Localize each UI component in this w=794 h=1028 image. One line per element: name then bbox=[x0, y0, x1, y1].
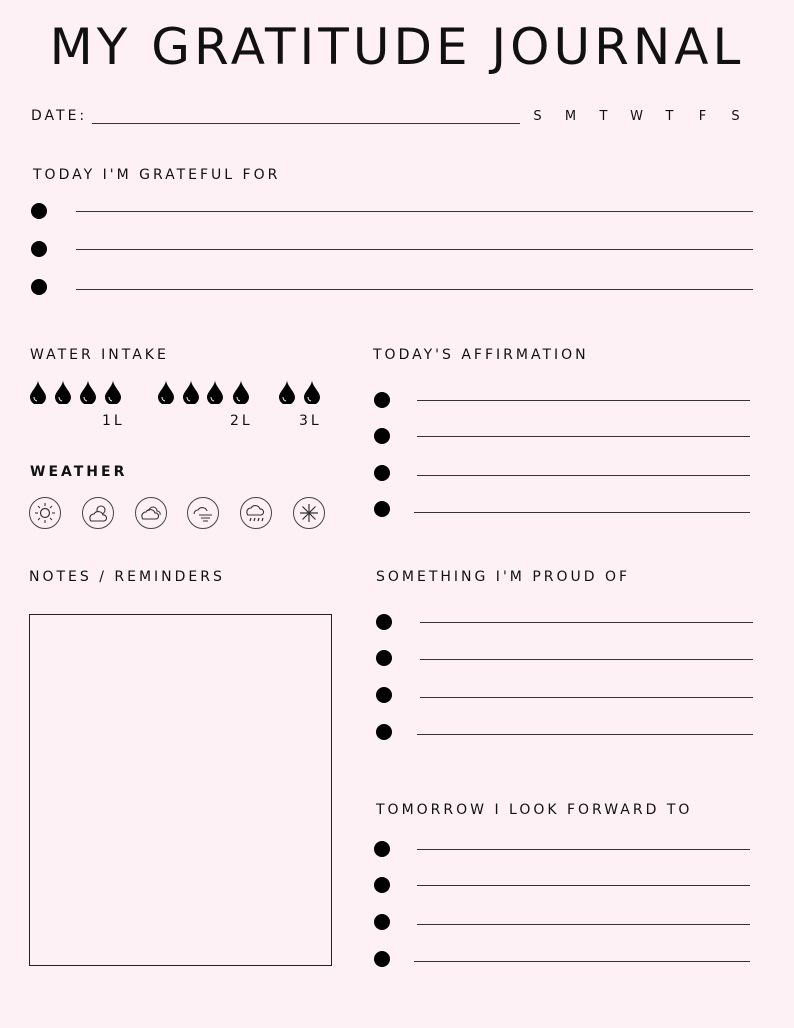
weekday-mon[interactable]: M bbox=[564, 109, 577, 124]
bullet-dot bbox=[374, 841, 390, 857]
weekday-sat[interactable]: S bbox=[731, 109, 740, 124]
grateful-line-2[interactable] bbox=[76, 249, 753, 250]
weekday-tue[interactable]: T bbox=[599, 109, 608, 124]
proud-line-4[interactable] bbox=[417, 734, 753, 735]
water-mark-3l: 3L bbox=[299, 413, 322, 429]
water-heading: WATER INTAKE bbox=[30, 347, 169, 363]
proud-heading: SOMETHING I'M PROUD OF bbox=[376, 569, 631, 585]
water-drop-icon[interactable] bbox=[30, 380, 46, 404]
tomorrow-line-2[interactable] bbox=[417, 885, 750, 886]
page-title: MY GRATITUDE JOURNAL bbox=[49, 18, 745, 76]
proud-line-3[interactable] bbox=[420, 697, 753, 698]
water-drop-icon[interactable] bbox=[304, 380, 320, 404]
affirmation-line-4[interactable] bbox=[414, 512, 750, 513]
weather-heading: WEATHER bbox=[30, 464, 128, 480]
weekday-sun[interactable]: S bbox=[533, 109, 542, 124]
bullet-dot bbox=[374, 877, 390, 893]
notes-heading: NOTES / REMINDERS bbox=[29, 569, 225, 585]
bullet-dot bbox=[374, 951, 390, 967]
bullet-dot bbox=[374, 914, 390, 930]
cloudy-icon[interactable] bbox=[135, 497, 167, 529]
water-drop-icon[interactable] bbox=[55, 380, 71, 404]
water-drop-icon[interactable] bbox=[207, 380, 223, 404]
sun-icon[interactable] bbox=[29, 497, 61, 529]
bullet-dot bbox=[374, 392, 390, 408]
date-field[interactable] bbox=[92, 123, 520, 124]
water-drop-icon[interactable] bbox=[183, 380, 199, 404]
bullet-dot bbox=[31, 279, 47, 295]
snow-icon[interactable] bbox=[293, 497, 325, 529]
water-drop-icon[interactable] bbox=[279, 380, 295, 404]
weekday-selector bbox=[521, 109, 752, 124]
bullet-dot bbox=[374, 428, 390, 444]
weekday-thu[interactable]: T bbox=[665, 109, 674, 124]
grateful-line-1[interactable] bbox=[76, 211, 753, 212]
windy-icon[interactable] bbox=[187, 497, 219, 529]
affirmation-line-2[interactable] bbox=[417, 436, 750, 437]
bullet-dot bbox=[376, 687, 392, 703]
water-mark-1l: 1L bbox=[102, 413, 125, 429]
weekday-wed[interactable]: W bbox=[630, 109, 643, 124]
affirmation-line-1[interactable] bbox=[417, 400, 750, 401]
bullet-dot bbox=[376, 724, 392, 740]
water-drop-icon[interactable] bbox=[233, 380, 249, 404]
tomorrow-line-3[interactable] bbox=[417, 924, 750, 925]
grateful-line-3[interactable] bbox=[76, 289, 753, 290]
tomorrow-line-4[interactable] bbox=[414, 961, 750, 962]
weekday-fri[interactable]: F bbox=[698, 109, 707, 124]
tomorrow-heading: TOMORROW I LOOK FORWARD TO bbox=[376, 802, 693, 818]
bullet-dot bbox=[374, 465, 390, 481]
bullet-dot bbox=[376, 614, 392, 630]
bullet-dot bbox=[374, 501, 390, 517]
water-drop-icon[interactable] bbox=[105, 380, 121, 404]
rain-icon[interactable] bbox=[240, 497, 272, 529]
grateful-heading: TODAY I'M GRATEFUL FOR bbox=[33, 167, 281, 183]
water-mark-2l: 2L bbox=[230, 413, 253, 429]
proud-line-1[interactable] bbox=[420, 622, 753, 623]
affirmation-heading: TODAY'S AFFIRMATION bbox=[373, 347, 589, 363]
date-label: DATE: bbox=[31, 108, 88, 124]
bullet-dot bbox=[376, 650, 392, 666]
partly-cloudy-icon[interactable] bbox=[82, 497, 114, 529]
proud-line-2[interactable] bbox=[420, 659, 753, 660]
water-drop-icon[interactable] bbox=[158, 380, 174, 404]
bullet-dot bbox=[31, 241, 47, 257]
tomorrow-line-1[interactable] bbox=[417, 849, 750, 850]
water-drop-icon[interactable] bbox=[80, 380, 96, 404]
bullet-dot bbox=[31, 203, 47, 219]
affirmation-line-3[interactable] bbox=[417, 475, 750, 476]
notes-box[interactable] bbox=[29, 614, 332, 966]
